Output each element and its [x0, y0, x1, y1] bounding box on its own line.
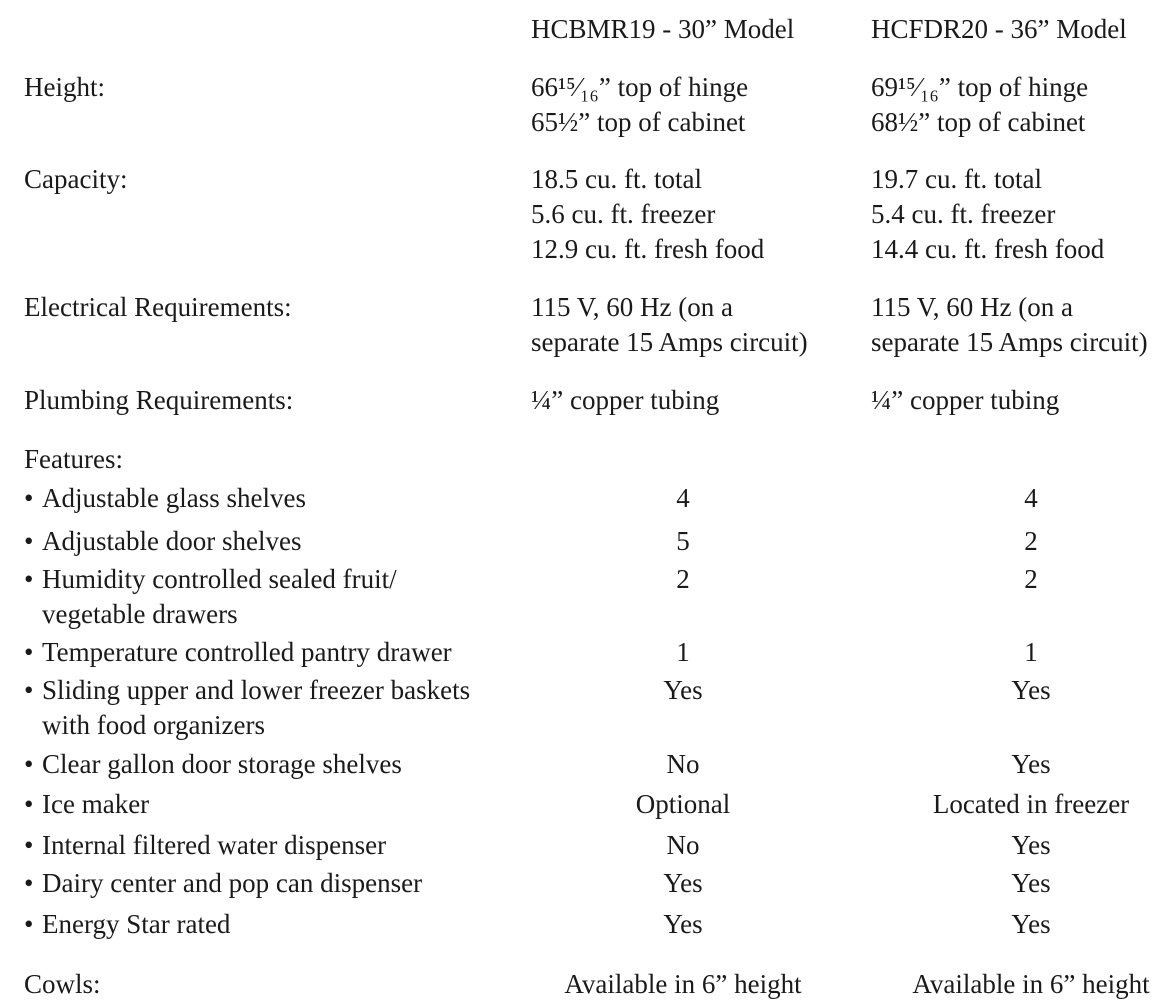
- model-b-header: HCFDR20 - 36” Model: [871, 14, 1127, 44]
- feature-item: [24, 635, 452, 670]
- feature-item: [24, 828, 386, 863]
- capacity-a-fresh: 12.9 cu. ft. fresh food: [531, 234, 765, 264]
- feature-value-b: 1: [1024, 637, 1038, 667]
- electrical-b-line1: 115 V, 60 Hz (on a: [871, 292, 1073, 322]
- feature-name: Adjustable glass shelves: [42, 483, 306, 513]
- feature-value-a: No: [666, 830, 700, 860]
- capacity-b-total: 19.7 cu. ft. total: [871, 164, 1042, 194]
- bullet: •: [24, 526, 34, 556]
- feature-value-a: 5: [676, 526, 690, 556]
- feature-item: [24, 907, 230, 942]
- feature-item: [24, 524, 301, 559]
- feature-value-a: 4: [676, 483, 690, 513]
- feature-name: Adjustable door shelves: [42, 526, 302, 556]
- feature-value-b: Yes: [1011, 675, 1051, 705]
- feature-name: Clear gallon door storage shelves: [42, 749, 402, 779]
- feature-item: [24, 481, 306, 516]
- features-label: Features:: [24, 444, 123, 474]
- cowls-b: Available in 6” height: [912, 969, 1150, 999]
- bullet: •: [24, 909, 34, 939]
- feature-value-b: 2: [1024, 526, 1038, 556]
- feature-name: Internal filtered water dispenser: [42, 830, 387, 860]
- height-a-cabinet: 65½” top of cabinet: [531, 107, 746, 137]
- feature-value-a: Optional: [635, 789, 731, 819]
- feature-value-b: 2: [1024, 564, 1038, 594]
- feature-item-continued: [24, 597, 238, 632]
- height-label: Height:: [24, 72, 105, 102]
- feature-value-b: Yes: [1011, 749, 1051, 779]
- bullet: •: [24, 675, 34, 705]
- feature-value-b: Yes: [1011, 830, 1051, 860]
- feature-value-b: Yes: [1011, 909, 1051, 939]
- capacity-b-freezer: 5.4 cu. ft. freezer: [871, 199, 1056, 229]
- electrical-label: Electrical Requirements:: [24, 292, 292, 322]
- feature-name: vegetable drawers: [42, 599, 238, 629]
- feature-value-a: Yes: [663, 909, 703, 939]
- plumbing-label: Plumbing Requirements:: [24, 385, 294, 415]
- feature-item: [24, 562, 397, 597]
- bullet: •: [24, 564, 34, 594]
- capacity-a-freezer: 5.6 cu. ft. freezer: [531, 199, 716, 229]
- feature-value-a: No: [666, 749, 700, 779]
- capacity-b-fresh: 14.4 cu. ft. fresh food: [871, 234, 1105, 264]
- electrical-a-line2: separate 15 Amps circuit): [531, 327, 808, 357]
- feature-item: [24, 673, 470, 708]
- feature-value-b: 4: [1024, 483, 1038, 513]
- electrical-a-line1: 115 V, 60 Hz (on a: [531, 292, 733, 322]
- capacity-label: Capacity:: [24, 164, 128, 194]
- feature-name: with food organizers: [42, 710, 265, 740]
- height-a-hinge: 66¹⁵⁄₁₆” top of hinge: [531, 72, 749, 102]
- feature-value-a: Yes: [663, 675, 703, 705]
- bullet: •: [24, 637, 34, 667]
- feature-value-a: 1: [676, 637, 690, 667]
- height-b-cabinet: 68½” top of cabinet: [871, 107, 1086, 137]
- feature-name: Humidity controlled sealed fruit/: [42, 564, 397, 594]
- feature-value-a: 2: [676, 564, 690, 594]
- feature-item: [24, 747, 402, 782]
- electrical-b-line2: separate 15 Amps circuit): [871, 327, 1148, 357]
- cowls-label: Cowls:: [24, 969, 101, 999]
- capacity-a-total: 18.5 cu. ft. total: [531, 164, 702, 194]
- feature-item: [24, 866, 422, 901]
- feature-name: Ice maker: [42, 789, 150, 819]
- bullet: •: [24, 830, 34, 860]
- feature-name: Dairy center and pop can dispenser: [42, 868, 423, 898]
- feature-value-a: Yes: [663, 868, 703, 898]
- feature-item-continued: [24, 708, 265, 743]
- feature-value-b: Yes: [1011, 868, 1051, 898]
- bullet: •: [24, 868, 34, 898]
- feature-name: Energy Star rated: [42, 909, 231, 939]
- feature-item: [24, 787, 149, 822]
- feature-name: Sliding upper and lower freezer baskets: [42, 675, 471, 705]
- feature-name: Temperature controlled pantry drawer: [42, 637, 452, 667]
- model-a-header: HCBMR19 - 30” Model: [531, 14, 795, 44]
- height-b-hinge: 69¹⁵⁄₁₆” top of hinge: [871, 72, 1089, 102]
- bullet: •: [24, 483, 34, 513]
- plumbing-a: ¼” copper tubing: [531, 385, 720, 415]
- plumbing-b: ¼” copper tubing: [871, 385, 1060, 415]
- bullet: •: [24, 789, 34, 819]
- cowls-a: Available in 6” height: [564, 969, 802, 999]
- feature-value-b: Located in freezer: [932, 789, 1130, 819]
- bullet: •: [24, 749, 34, 779]
